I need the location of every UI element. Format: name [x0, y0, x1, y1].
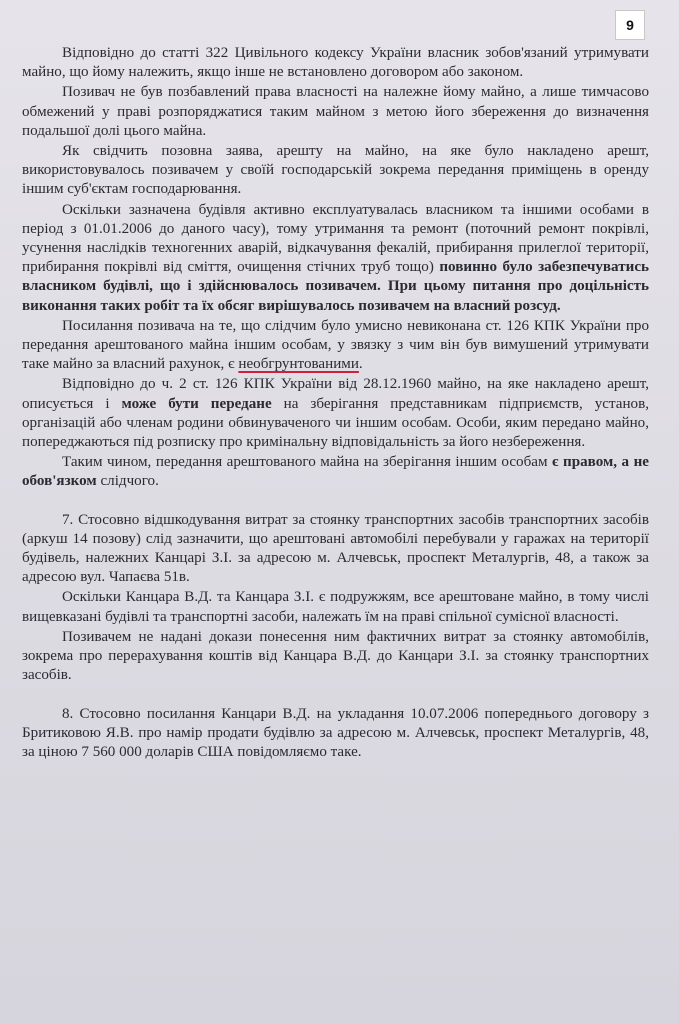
paragraph-5-end: . [358, 356, 363, 373]
paragraph-4-text: Оскільки зазначена будівля активно експлуатувалась власником та іншими особами в період з 01.01.2006 до даного часу), тому утримання та ремонт (поточний ремонт покрівлі, усунення наслідків техногенних аварій, відкачування фекалій, прибирання прилеглої території, прибирання покрівлі від сміття, очищення стічних труб тощо) [22, 201, 649, 276]
paragraph-4-bold: повинно було забезпечуватись власником будівлі, що і здійснювалось позивачем. При цьому питання про доцільність виконання таких робіт та їх обсяг вирішувалось позивачем на власний розсуд. [22, 259, 650, 314]
paragraph-8: 7. Стосовно відшкодування витрат за стоянку транспортних засобів транспортних засобів (аркуш 14 позову) слід зазначити, що арештовані автомобілі перебували у гаражах на території будівель, належних Канцарі З.І. за адресою м. Алчевськ, проспект Металургів, 48, а також за адресою вул. Чапаєва 51в. [22, 511, 649, 586]
paragraph-10: Позивачем не надані докази понесення ним фактичних витрат за стоянку автомобілів, зокрема про перерахування коштів від Канцара В.Д. до Канцари З.І. за стоянку транспортних засобів. [22, 628, 649, 684]
page-number: 9 [615, 10, 645, 40]
paragraph-6-text: Відповідно до ч. 2 ст. 126 КПК України від 28.12.1960 майно, на яке накладено арешт, описується і [22, 376, 649, 412]
paragraph-7-text: Таким чином, передання арештованого майна на зберігання іншим особам [62, 454, 548, 471]
paragraph-7-end: слідчого. [100, 473, 159, 490]
paragraph-2: Позивач не був позбавлений права власності на належне йому майно, а лише тимчасово обмежений у праві розпоряджатися таким майном з метою його збереження до визначення подальшої долі цього майна. [22, 84, 649, 139]
paragraph-6-end: на зберігання представникам підприємств, установ, організацій або членам родини обвинуваченого чи іншим особам. Особи, яким передано майно, попереджаються під розписку про кримінальну відповідальність за його незбереження. [22, 395, 649, 451]
paragraph-5-text: Посилання позивача на те, що слідчим було умисно невиконана ст. 126 КПК України про передання арештованого майна іншим особам, у звязку з чим він був вимушений утримувати таке майно за власний рахунок, є [22, 317, 649, 373]
paragraph-7 [22, 453, 649, 491]
paragraph-11: 8. Стосовно посилання Канцари В.Д. на укладання 10.07.2006 попереднього договору з Бритиковою Я.В. про намір продати будівлю за адресою м. Алчевськ, проспект Металургів, 48, за ціною 7 560 000 доларів США повідомляємо таке. [22, 705, 649, 760]
paragraph-6-bold: може бути передане [121, 395, 272, 412]
paragraph-9: Оскільки Канцара В.Д. та Канцара З.І. є подружжям, все арештоване майно, в тому числі вищевказані будівлі та транспортні засоби, належать їм на праві спільної сумісної власності. [22, 589, 649, 625]
paragraph-6 [22, 375, 649, 452]
section-gap-2 [22, 686, 649, 705]
underlined-word: необгрунтованими [238, 356, 359, 373]
paragraph-3: Як свідчить позовна заява, арешту на майно, на яке було накладено арешт, використовувалось позивачем у своїй господарській зокрема передання приміщень в оренду іншим суб'єктам господарювання. [22, 143, 649, 198]
paragraph-4 [22, 201, 649, 316]
section-gap [22, 492, 649, 511]
paragraph-1: Відповідно до статті 322 Цивільного кодексу України власник зобов'язаний утримувати майно, що йому належить, якщо інше не встановлено договором або законом. [22, 45, 649, 81]
paragraph-5 [22, 317, 649, 375]
paragraph-7-bold: є правом, а не обов'язком [22, 454, 649, 490]
